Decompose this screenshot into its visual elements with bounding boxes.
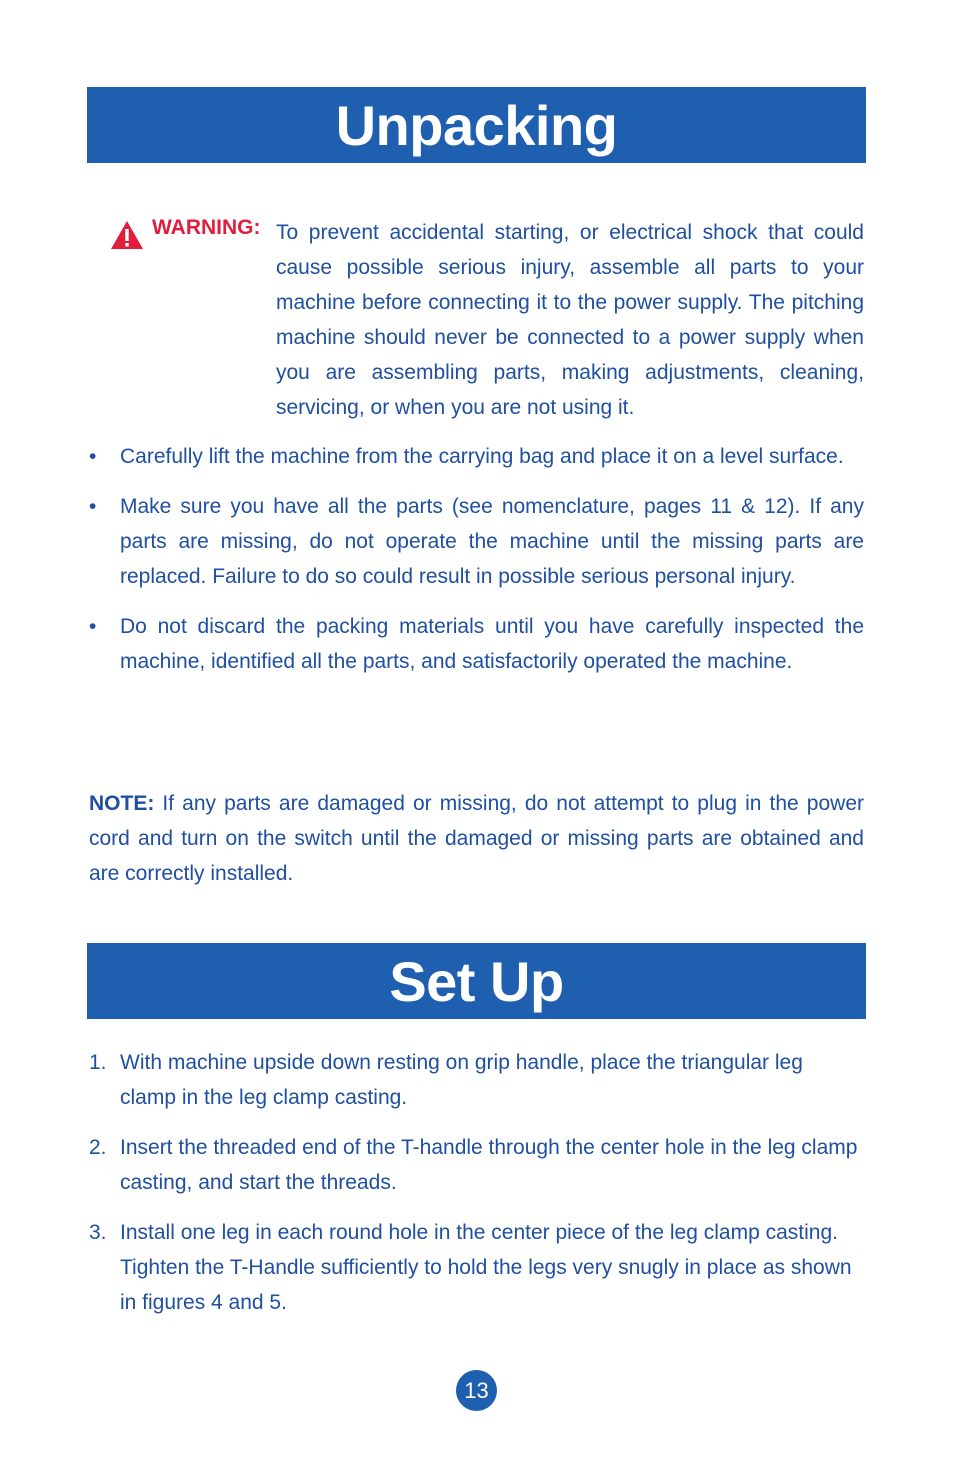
setup-title: Set Up: [389, 949, 564, 1013]
note-paragraph: [89, 786, 864, 891]
step-number: 1.: [89, 1051, 107, 1074]
step-item: [89, 1130, 864, 1200]
note-label: NOTE:: [89, 792, 155, 815]
list-item-text: Make sure you have all the parts (see nomenclature, pages 11 & 12). If any parts are missing, do not operate the machine until the missing parts are replaced. Failure to do so could result in possible serious personal injury.: [120, 495, 864, 588]
unpacking-title: Unpacking: [335, 93, 618, 157]
setup-heading: [87, 943, 866, 1019]
list-item: [89, 489, 864, 594]
unpacking-heading: [87, 87, 866, 163]
step-text: Insert the threaded end of the T-handle through the center hole in the leg clamp casting, and start the threads.: [120, 1136, 858, 1194]
warning-text: To prevent accidental starting, or electrical shock that could cause possible serious injury, assemble all parts to your machine before connecting it to the power supply. The pitching machine should never be connected to a power supply when you are assembling parts, making adjustments, cleaning, servicing, or when you are not using it.: [276, 221, 864, 419]
warning-label: WARNING:: [152, 216, 261, 239]
page-number: 13: [464, 1377, 489, 1403]
step-number: 3.: [89, 1221, 107, 1244]
list-item-text: Carefully lift the machine from the carrying bag and place it on a level surface.: [120, 445, 844, 468]
unpacking-list: [89, 439, 864, 694]
step-item: [89, 1045, 864, 1115]
list-item-text: Do not discard the packing materials until you have carefully inspected the machine, identified all the parts, and satisfactorily operated the machine.: [120, 615, 864, 673]
bullet: •: [89, 495, 97, 518]
note-text: If any parts are damaged or missing, do not attempt to plug in the power cord and turn on the switch until the damaged or missing parts are obtained and are correctly installed.: [89, 792, 864, 885]
list-item: [89, 609, 864, 679]
step-number: 2.: [89, 1136, 107, 1159]
setup-steps: [89, 1045, 864, 1335]
warning-triangle-icon: [110, 220, 144, 250]
list-item: [89, 439, 864, 474]
bullet: •: [89, 615, 97, 638]
bullet: •: [89, 445, 97, 468]
page-number-badge: [456, 1370, 497, 1411]
step-text: Install one leg in each round hole in the center piece of the leg clamp casting. Tighten the T-Handle sufficiently to hold the legs very snugly in place as shown in figures 4 and 5.: [120, 1221, 852, 1314]
step-item: [89, 1215, 864, 1320]
step-text: With machine upside down resting on grip handle, place the triangular leg clamp in the leg clamp casting.: [120, 1051, 803, 1109]
